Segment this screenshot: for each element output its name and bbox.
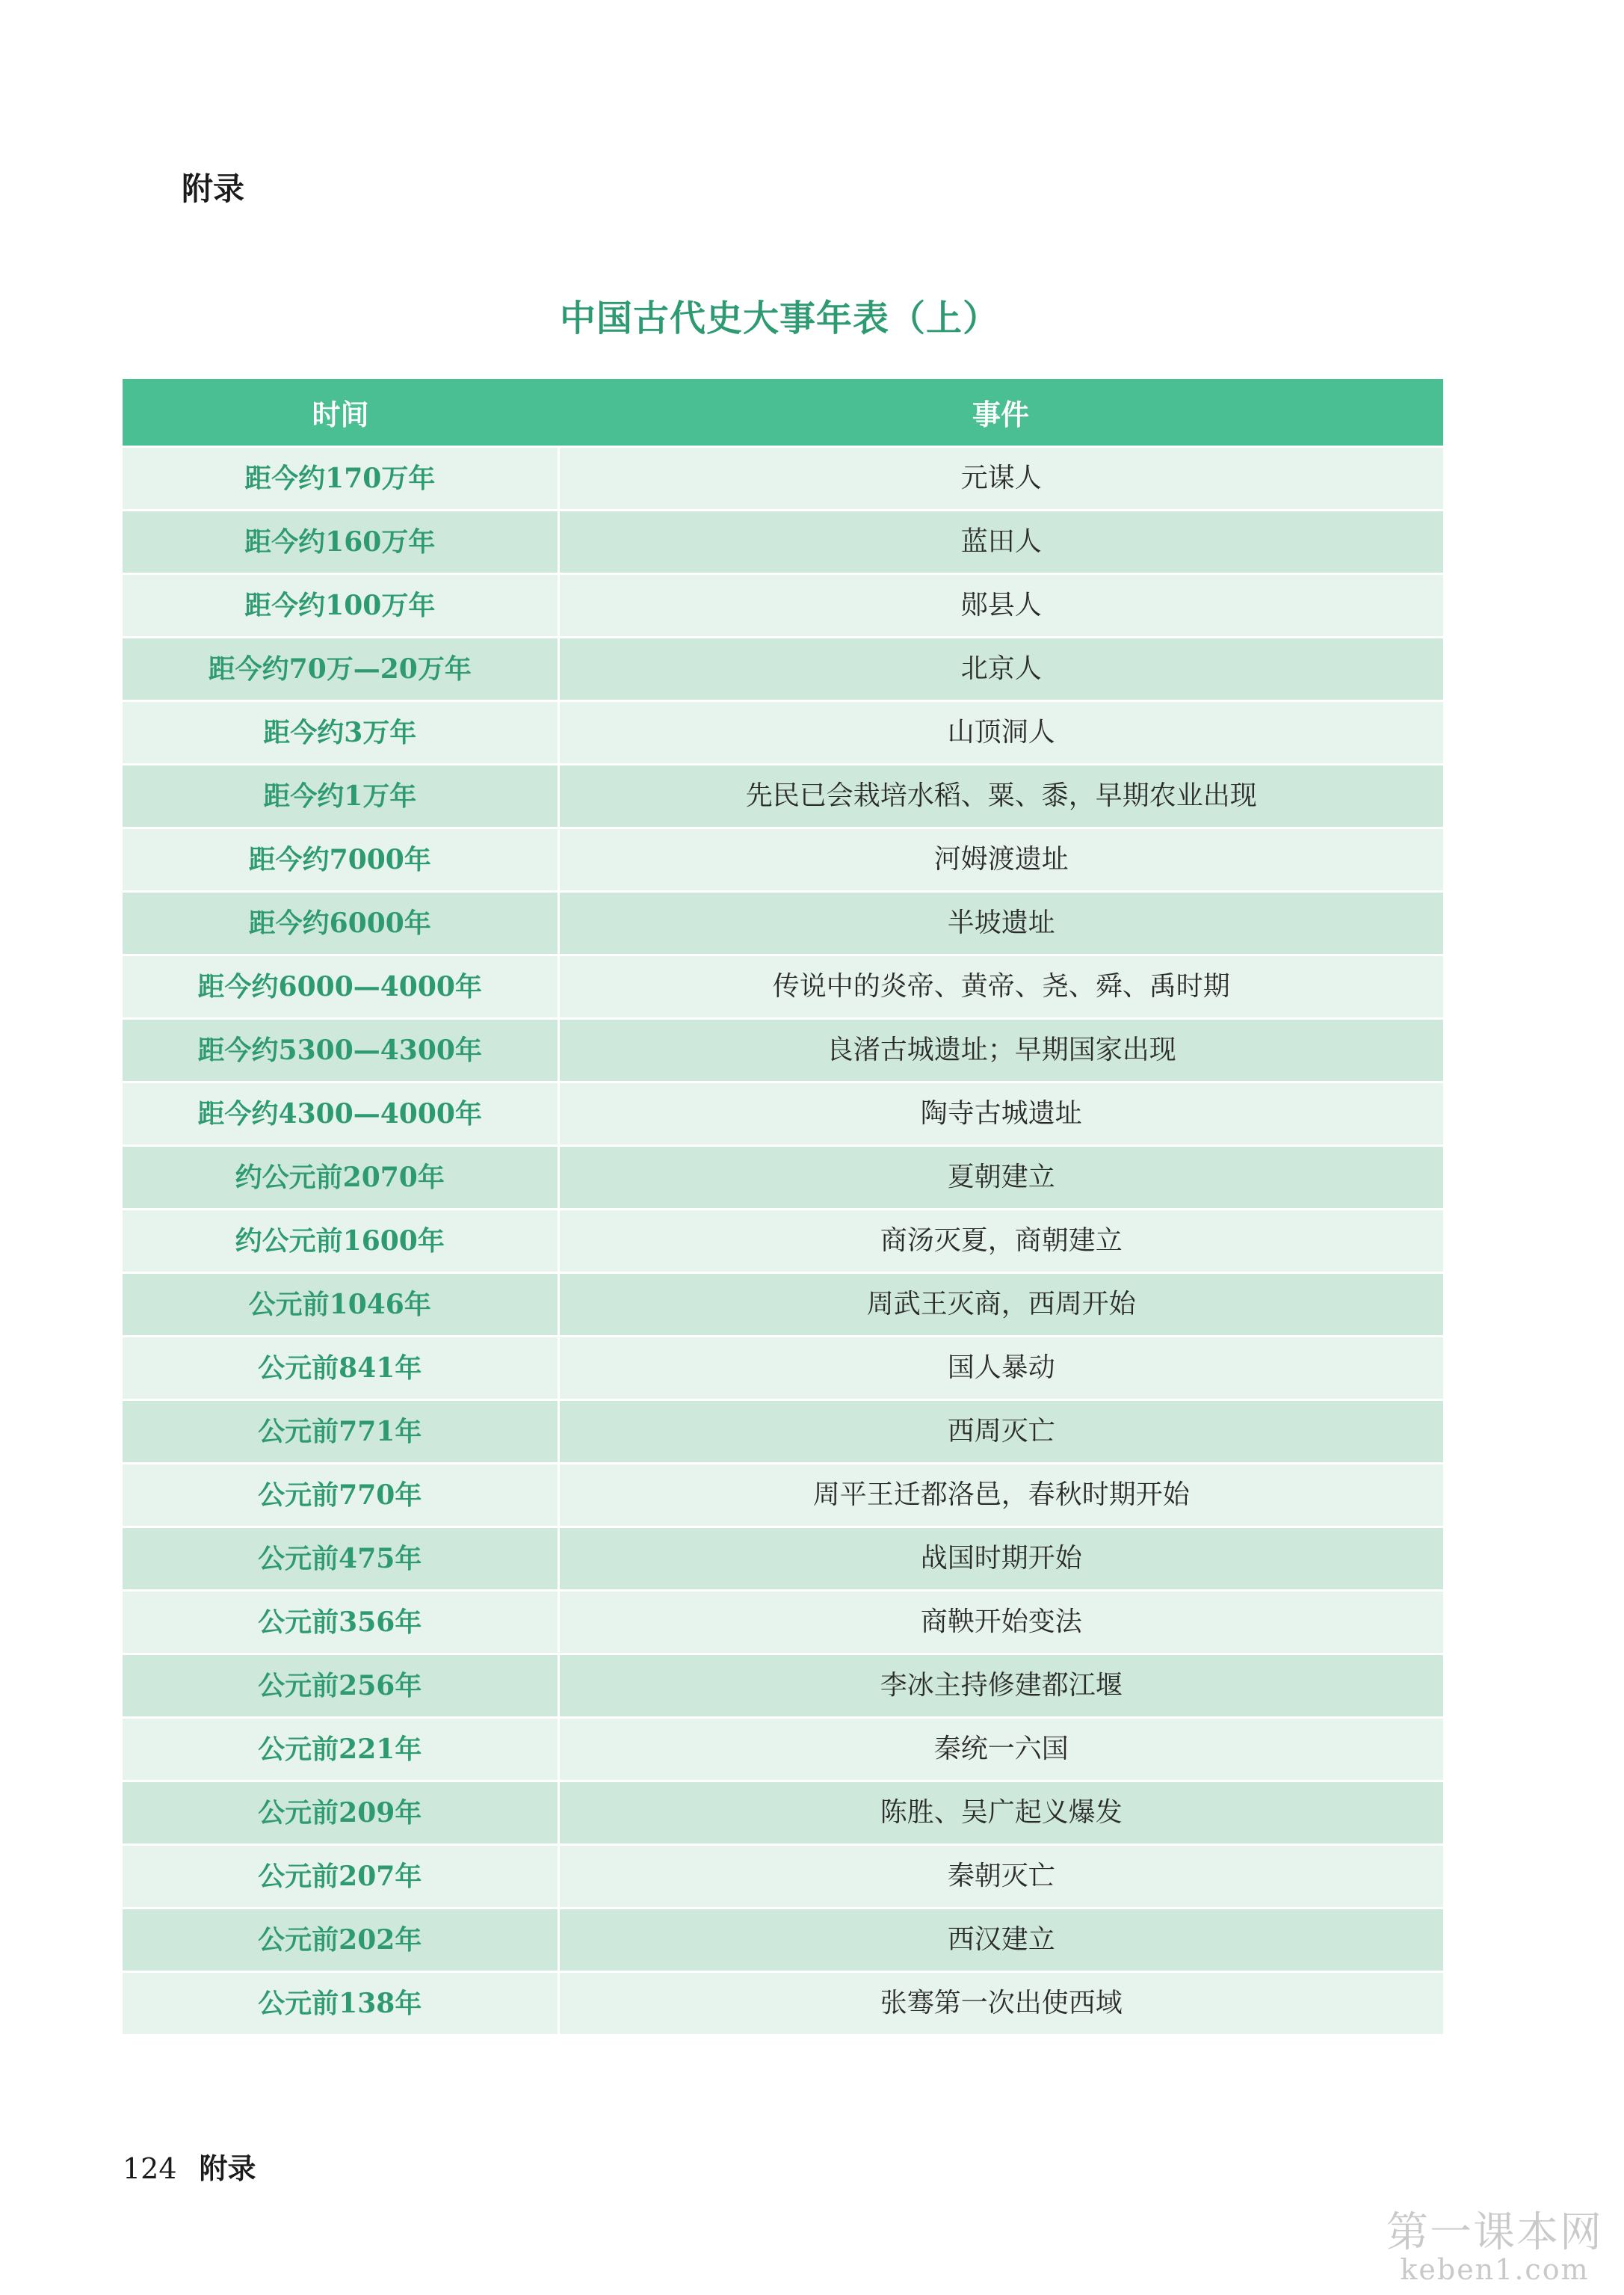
event-cell: 商鞅开始变法 [558,1591,1443,1654]
table-row [123,1781,1443,1845]
time-cell: 公元前771年 [123,1400,558,1464]
table-row [123,1082,1443,1146]
event-cell: 陈胜、吴广起义爆发 [558,1781,1443,1845]
column-header-event: 事件 [558,379,1443,447]
table-row [123,1718,1443,1781]
section-label: 附录 [182,170,245,207]
event-cell: 秦统一六国 [558,1718,1443,1781]
table-row [123,1464,1443,1527]
table-row [123,1972,1443,2035]
event-cell: 张骞第一次出使西域 [558,1972,1443,2035]
time-cell: 距今约6000年 [123,892,558,955]
table-row [123,1273,1443,1337]
time-cell: 公元前475年 [123,1527,558,1591]
time-cell: 距今约6000—4000年 [123,955,558,1019]
event-cell: 夏朝建立 [558,1146,1443,1210]
event-cell: 秦朝灭亡 [558,1845,1443,1909]
event-cell: 国人暴动 [558,1337,1443,1400]
time-cell: 公元前138年 [123,1972,558,2035]
event-cell: 元谋人 [558,447,1443,511]
table-row [123,511,1443,574]
event-cell: 西周灭亡 [558,1400,1443,1464]
event-cell: 西汉建立 [558,1909,1443,1972]
table-row [123,1909,1443,1972]
time-cell: 公元前207年 [123,1845,558,1909]
watermark [1386,2208,1603,2286]
table-row [123,828,1443,892]
event-cell: 周平王迁都洛邑，春秋时期开始 [558,1464,1443,1527]
table-row [123,1337,1443,1400]
table-row [123,701,1443,765]
table-row [123,1654,1443,1718]
time-cell: 公元前221年 [123,1718,558,1781]
time-cell: 约公元前2070年 [123,1146,558,1210]
time-cell: 公元前356年 [123,1591,558,1654]
table-row [123,1527,1443,1591]
time-cell: 公元前256年 [123,1654,558,1718]
event-cell: 先民已会栽培水稻、粟、黍，早期农业出现 [558,765,1443,828]
event-cell: 传说中的炎帝、黄帝、尧、舜、禹时期 [558,955,1443,1019]
table-row [123,1845,1443,1909]
table-header-row [123,379,1443,447]
event-cell: 良渚古城遗址；早期国家出现 [558,1019,1443,1082]
table-row [123,955,1443,1019]
event-cell: 蓝田人 [558,511,1443,574]
event-cell: 商汤灭夏，商朝建立 [558,1210,1443,1273]
page-number: 124 [123,2152,177,2185]
event-cell: 战国时期开始 [558,1527,1443,1591]
time-cell: 距今约3万年 [123,701,558,765]
table-row [123,638,1443,701]
table-row [123,892,1443,955]
table-row [123,447,1443,511]
event-cell: 郧县人 [558,574,1443,638]
watermark-url: keben1.com [1400,2252,1590,2286]
time-cell: 公元前202年 [123,1909,558,1972]
page-footer [123,2154,256,2183]
watermark-title: 第一课本网 [1386,2208,1603,2257]
table-row [123,1210,1443,1273]
time-cell: 距今约7000年 [123,828,558,892]
time-cell: 距今约1万年 [123,765,558,828]
event-cell: 半坡遗址 [558,892,1443,955]
time-cell: 公元前841年 [123,1337,558,1400]
event-cell: 山顶洞人 [558,701,1443,765]
event-cell: 河姆渡遗址 [558,828,1443,892]
time-cell: 距今约70万—20万年 [123,638,558,701]
time-cell: 约公元前1600年 [123,1210,558,1273]
event-cell: 李冰主持修建都江堰 [558,1654,1443,1718]
time-cell: 公元前1046年 [123,1273,558,1337]
time-cell: 距今约160万年 [123,511,558,574]
time-cell: 距今约4300—4000年 [123,1082,558,1146]
column-header-time: 时间 [123,379,558,447]
table-row [123,1146,1443,1210]
event-cell: 北京人 [558,638,1443,701]
time-cell: 距今约5300—4300年 [123,1019,558,1082]
table-body [123,447,1443,2035]
table-title: 中国古代史大事年表（上） [559,298,999,339]
time-cell: 距今约170万年 [123,447,558,511]
table-row [123,1591,1443,1654]
footer-label: 附录 [199,2152,256,2185]
table-row [123,574,1443,638]
chronology-table [123,379,1443,2034]
time-cell: 距今约100万年 [123,574,558,638]
event-cell: 周武王灭商，西周开始 [558,1273,1443,1337]
table-row [123,765,1443,828]
event-cell: 陶寺古城遗址 [558,1082,1443,1146]
time-cell: 公元前770年 [123,1464,558,1527]
table-row [123,1019,1443,1082]
table-row [123,1400,1443,1464]
time-cell: 公元前209年 [123,1781,558,1845]
